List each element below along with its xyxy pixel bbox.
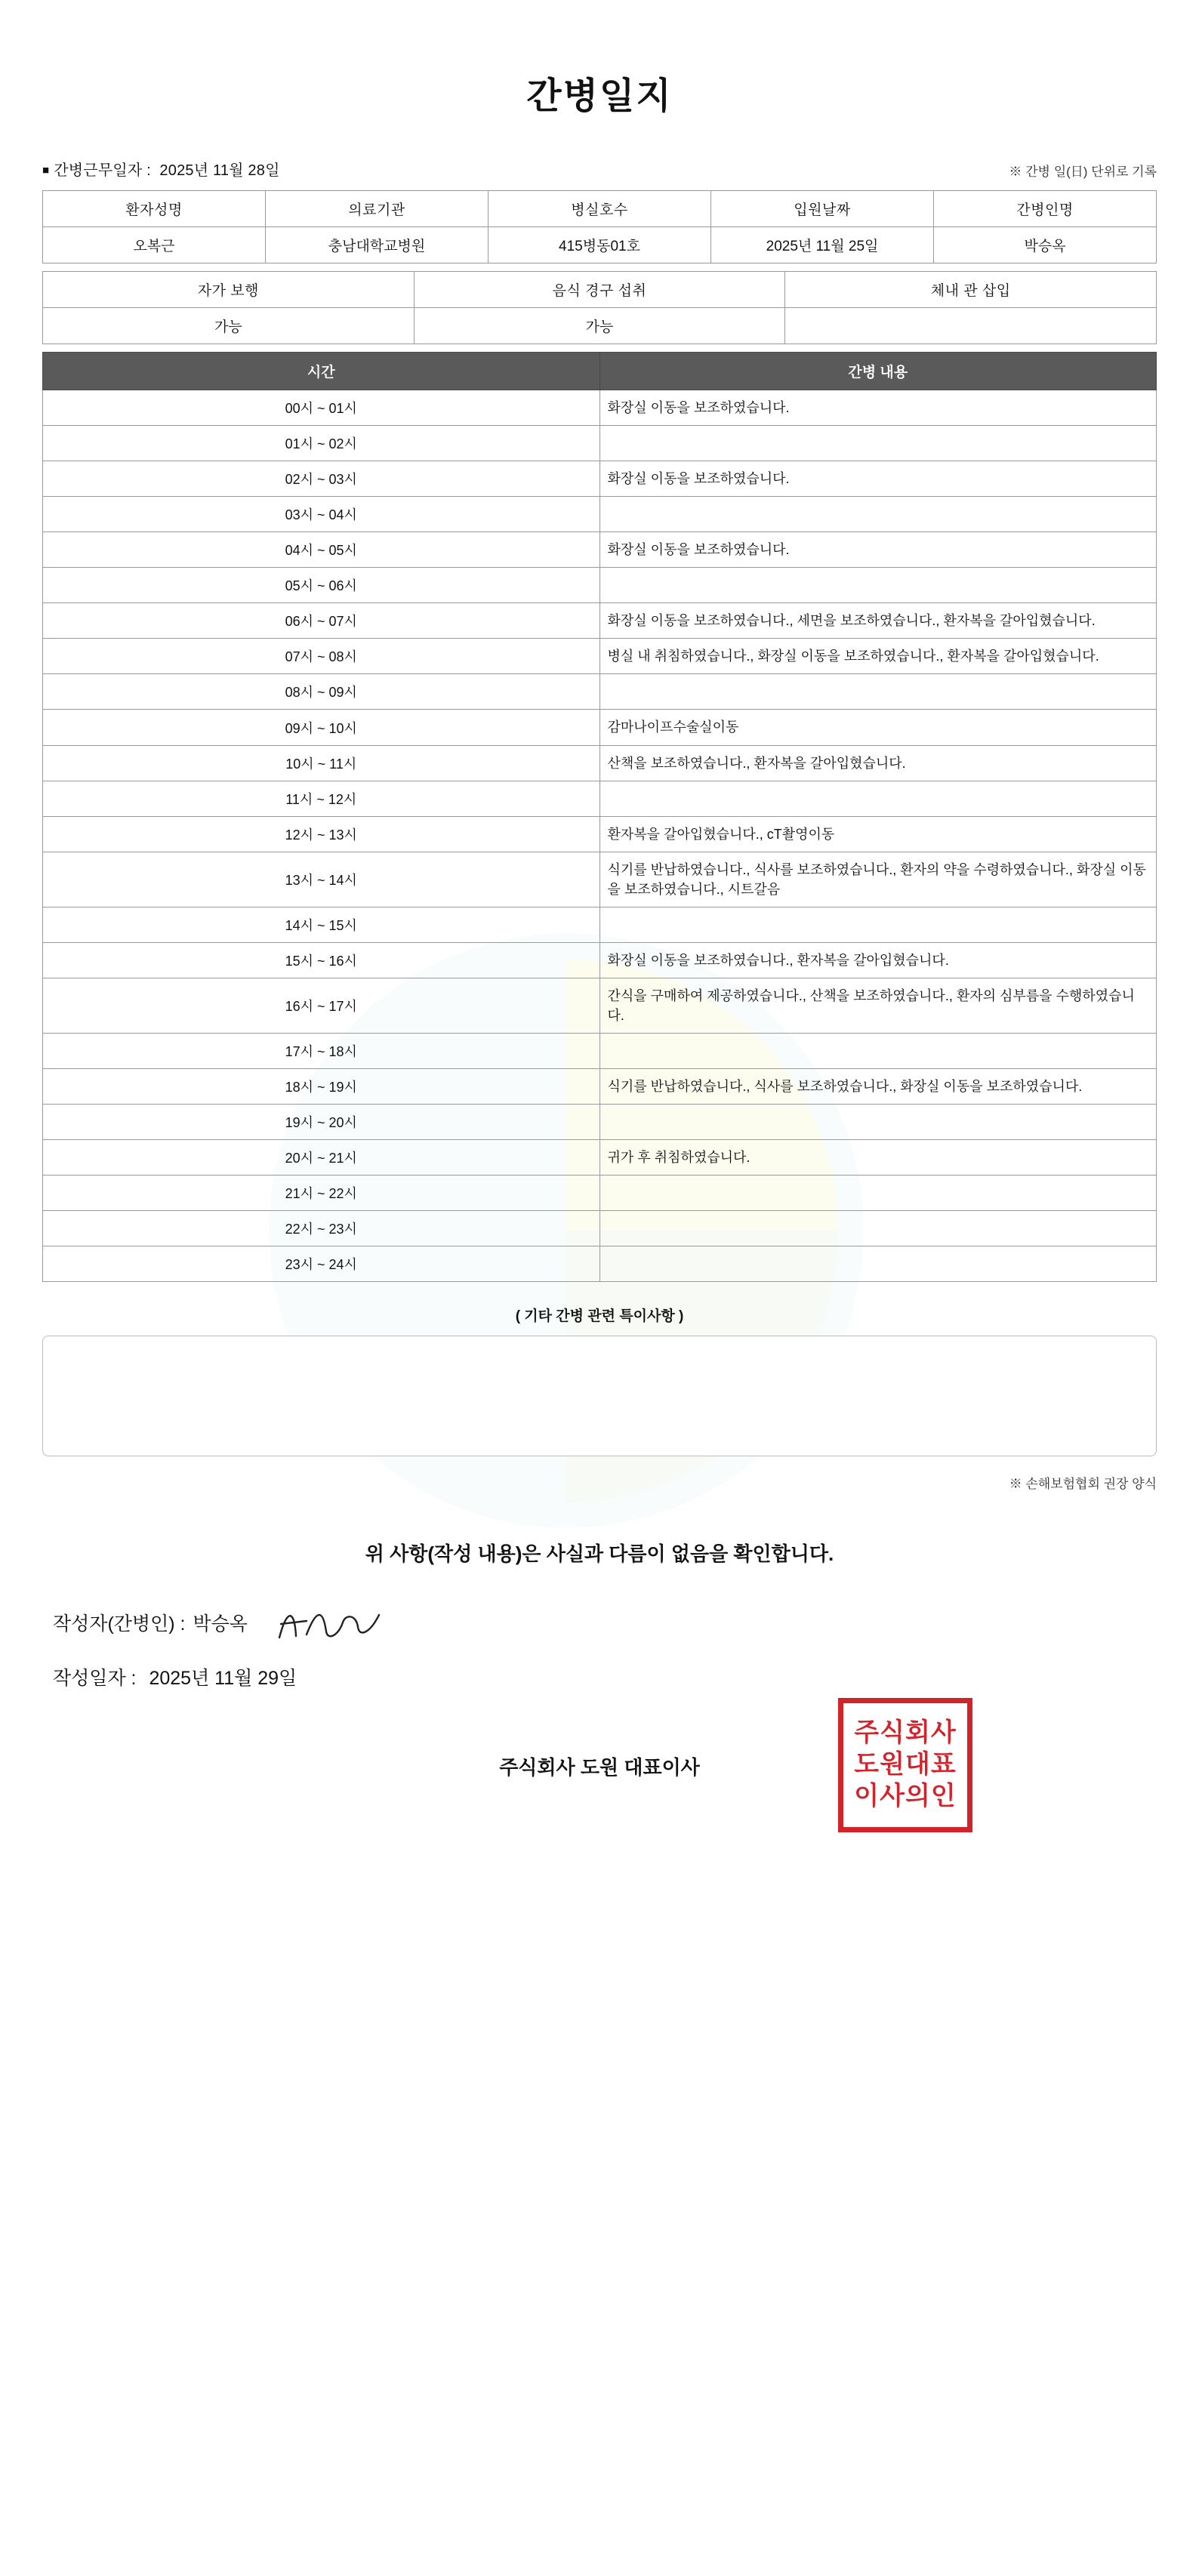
table-header-row bbox=[43, 191, 1157, 227]
cell-care-content[interactable] bbox=[600, 1211, 1157, 1246]
cell-care-content[interactable]: 환자복을 갈아입혔습니다., cT촬영이동 bbox=[600, 816, 1157, 852]
table-row bbox=[43, 745, 1157, 781]
hourly-log-table bbox=[42, 352, 1157, 1282]
table-row bbox=[43, 816, 1157, 852]
cell-care-content[interactable]: 병실 내 취침하였습니다., 화장실 이동을 보조하였습니다., 환자복을 갈아입혔습니다. bbox=[600, 639, 1157, 674]
cell-care-content[interactable]: 화장실 이동을 보조하였습니다., 세면을 보조하였습니다., 환자복을 갈아입혔습니다. bbox=[600, 603, 1157, 639]
cell-time: 12시 ~ 13시 bbox=[43, 816, 600, 852]
value-oral-intake: 가능 bbox=[414, 308, 785, 344]
table-row bbox=[43, 1140, 1157, 1176]
cell-care-content[interactable]: 화장실 이동을 보조하였습니다. bbox=[600, 461, 1157, 497]
hourly-log-body bbox=[43, 390, 1157, 1282]
cell-time: 01시 ~ 02시 bbox=[43, 426, 600, 461]
spacer bbox=[0, 344, 1199, 352]
cell-time: 20시 ~ 21시 bbox=[43, 1140, 600, 1176]
table-row bbox=[43, 710, 1157, 745]
table-row bbox=[43, 568, 1157, 603]
company-seal-stamp-icon: 주식회사 도원대표 이사의인 bbox=[838, 1698, 972, 1832]
table-row bbox=[43, 674, 1157, 710]
table-row bbox=[43, 1211, 1157, 1246]
cell-care-content[interactable] bbox=[600, 674, 1157, 710]
cell-time: 09시 ~ 10시 bbox=[43, 710, 600, 745]
cell-care-content[interactable] bbox=[600, 1034, 1157, 1069]
table-row bbox=[43, 781, 1157, 816]
value-caregiver-name: 박승옥 bbox=[934, 227, 1157, 263]
cell-care-content[interactable] bbox=[600, 907, 1157, 942]
cell-time: 08시 ~ 09시 bbox=[43, 674, 600, 710]
cell-time: 05시 ~ 06시 bbox=[43, 568, 600, 603]
author-line bbox=[53, 1601, 1199, 1644]
table-row bbox=[43, 532, 1157, 568]
table-row bbox=[43, 978, 1157, 1034]
table-row bbox=[43, 461, 1157, 497]
cell-time: 21시 ~ 22시 bbox=[43, 1176, 600, 1211]
company-line bbox=[0, 1719, 1199, 1811]
work-date-value: 2025년 11월 28일 bbox=[159, 162, 280, 179]
signature-block bbox=[53, 1601, 1199, 1690]
table-row bbox=[43, 1176, 1157, 1211]
bullet-square-icon: ■ bbox=[42, 164, 50, 177]
table-header-row bbox=[43, 272, 1157, 308]
header-caregiver-name: 간병인명 bbox=[934, 191, 1157, 227]
value-patient-name: 오복근 bbox=[43, 227, 266, 263]
cell-time: 07시 ~ 08시 bbox=[43, 639, 600, 674]
table-row bbox=[43, 426, 1157, 461]
patient-info-table bbox=[42, 190, 1157, 263]
cell-care-content[interactable]: 식기를 반납하였습니다., 식사를 보조하였습니다., 화장실 이동을 보조하였습니다. bbox=[600, 1069, 1157, 1105]
table-row bbox=[43, 227, 1157, 263]
cell-care-content[interactable]: 화장실 이동을 보조하였습니다. bbox=[600, 390, 1157, 426]
cell-time: 16시 ~ 17시 bbox=[43, 978, 600, 1034]
cell-care-content[interactable]: 화장실 이동을 보조하였습니다., 환자복을 갈아입혔습니다. bbox=[600, 942, 1157, 978]
value-tube-insertion bbox=[785, 308, 1157, 344]
author-label: 작성자(간병인) : bbox=[53, 1613, 186, 1635]
table-row bbox=[43, 308, 1157, 344]
company-name: 주식회사 도원 대표이사 bbox=[499, 1756, 700, 1779]
cell-care-content[interactable]: 간식을 구매하여 제공하였습니다., 산책을 보조하였습니다., 환자의 심부름을 수행하였습니다. bbox=[600, 978, 1157, 1034]
table-row bbox=[43, 907, 1157, 942]
cell-time: 06시 ~ 07시 bbox=[43, 603, 600, 639]
date-value: 2025년 11월 29일 bbox=[149, 1668, 297, 1690]
table-row bbox=[43, 1105, 1157, 1140]
date-line bbox=[53, 1663, 1199, 1690]
cell-time: 15시 ~ 16시 bbox=[43, 942, 600, 978]
association-note: ※ 손해보험협회 권장 양식 bbox=[1009, 1477, 1157, 1492]
cell-care-content[interactable] bbox=[600, 497, 1157, 532]
cell-care-content[interactable] bbox=[600, 426, 1157, 461]
table-row bbox=[43, 1246, 1157, 1282]
header-room-number: 병실호수 bbox=[489, 191, 711, 227]
header-medical-institution: 의료기관 bbox=[266, 191, 489, 227]
value-medical-institution: 충남대학교병원 bbox=[266, 227, 489, 263]
table-row bbox=[43, 497, 1157, 532]
value-room-number: 415병동01호 bbox=[489, 227, 711, 263]
table-header-row bbox=[43, 353, 1157, 390]
cell-care-content[interactable] bbox=[600, 781, 1157, 816]
value-self-ambulation: 가능 bbox=[43, 308, 415, 344]
table-row bbox=[43, 603, 1157, 639]
confirmation-statement: 위 사항(작성 내용)은 사실과 다름이 없음을 확인합니다. bbox=[365, 1542, 834, 1566]
cell-time: 02시 ~ 03시 bbox=[43, 461, 600, 497]
table-row bbox=[43, 390, 1157, 426]
author-value: 박승옥 bbox=[193, 1613, 248, 1635]
value-admission-date: 2025년 11월 25일 bbox=[711, 227, 934, 263]
cell-time: 23시 ~ 24시 bbox=[43, 1246, 600, 1282]
table-row bbox=[43, 942, 1157, 978]
cell-care-content[interactable]: 감마나이프수술실이동 bbox=[600, 710, 1157, 745]
cell-care-content[interactable]: 귀가 후 취침하였습니다. bbox=[600, 1140, 1157, 1176]
header-self-ambulation: 자가 보행 bbox=[43, 272, 415, 308]
header-admission-date: 입원날짜 bbox=[711, 191, 934, 227]
spacer bbox=[0, 263, 1199, 271]
cell-time: 13시 ~ 14시 bbox=[43, 852, 600, 907]
cell-care-content[interactable]: 화장실 이동을 보조하였습니다. bbox=[600, 532, 1157, 568]
header-patient-name: 환자성명 bbox=[43, 191, 266, 227]
notes-textarea[interactable] bbox=[42, 1336, 1157, 1456]
header-tube-insertion: 체내 관 삽입 bbox=[785, 272, 1157, 308]
cell-care-content[interactable] bbox=[600, 568, 1157, 603]
cell-time: 03시 ~ 04시 bbox=[43, 497, 600, 532]
table-row bbox=[43, 639, 1157, 674]
cell-time: 22시 ~ 23시 bbox=[43, 1211, 600, 1246]
header-oral-intake: 음식 경구 섭취 bbox=[414, 272, 785, 308]
cell-care-content[interactable]: 산책을 보조하였습니다., 환자복을 갈아입혔습니다. bbox=[600, 745, 1157, 781]
notes-caption: ( 기타 간병 관련 특이사항 ) bbox=[515, 1308, 684, 1325]
cell-time: 14시 ~ 15시 bbox=[43, 907, 600, 942]
table-row bbox=[43, 1034, 1157, 1069]
cell-time: 18시 ~ 19시 bbox=[43, 1069, 600, 1105]
unit-note: ※ 간병 일(日) 단위로 기록 bbox=[1009, 165, 1157, 179]
cell-care-content[interactable] bbox=[600, 1246, 1157, 1282]
meta-row bbox=[42, 158, 1157, 180]
cell-time: 19시 ~ 20시 bbox=[43, 1105, 600, 1140]
page-title: 간병일지 bbox=[526, 76, 673, 116]
cell-time: 17시 ~ 18시 bbox=[43, 1034, 600, 1069]
cell-care-content[interactable] bbox=[600, 1105, 1157, 1140]
status-table bbox=[42, 271, 1157, 344]
work-date-label: 간병근무일자 : bbox=[54, 162, 151, 179]
table-row bbox=[43, 1069, 1157, 1105]
header-care-content: 간병 내용 bbox=[600, 353, 1157, 390]
cell-care-content[interactable] bbox=[600, 1176, 1157, 1211]
cell-time: 00시 ~ 01시 bbox=[43, 390, 600, 426]
work-date bbox=[42, 158, 280, 180]
handwritten-signature-icon bbox=[273, 1601, 387, 1644]
table-row bbox=[43, 852, 1157, 907]
cell-time: 10시 ~ 11시 bbox=[43, 745, 600, 781]
header-time: 시간 bbox=[43, 353, 600, 390]
cell-care-content[interactable]: 식기를 반납하였습니다., 식사를 보조하였습니다., 환자의 약을 수령하였습니다., 화장실 이동을 보조하였습니다., 시트갈음 bbox=[600, 852, 1157, 907]
cell-time: 04시 ~ 05시 bbox=[43, 532, 600, 568]
date-label: 작성일자 : bbox=[53, 1668, 137, 1690]
cell-time: 11시 ~ 12시 bbox=[43, 781, 600, 816]
